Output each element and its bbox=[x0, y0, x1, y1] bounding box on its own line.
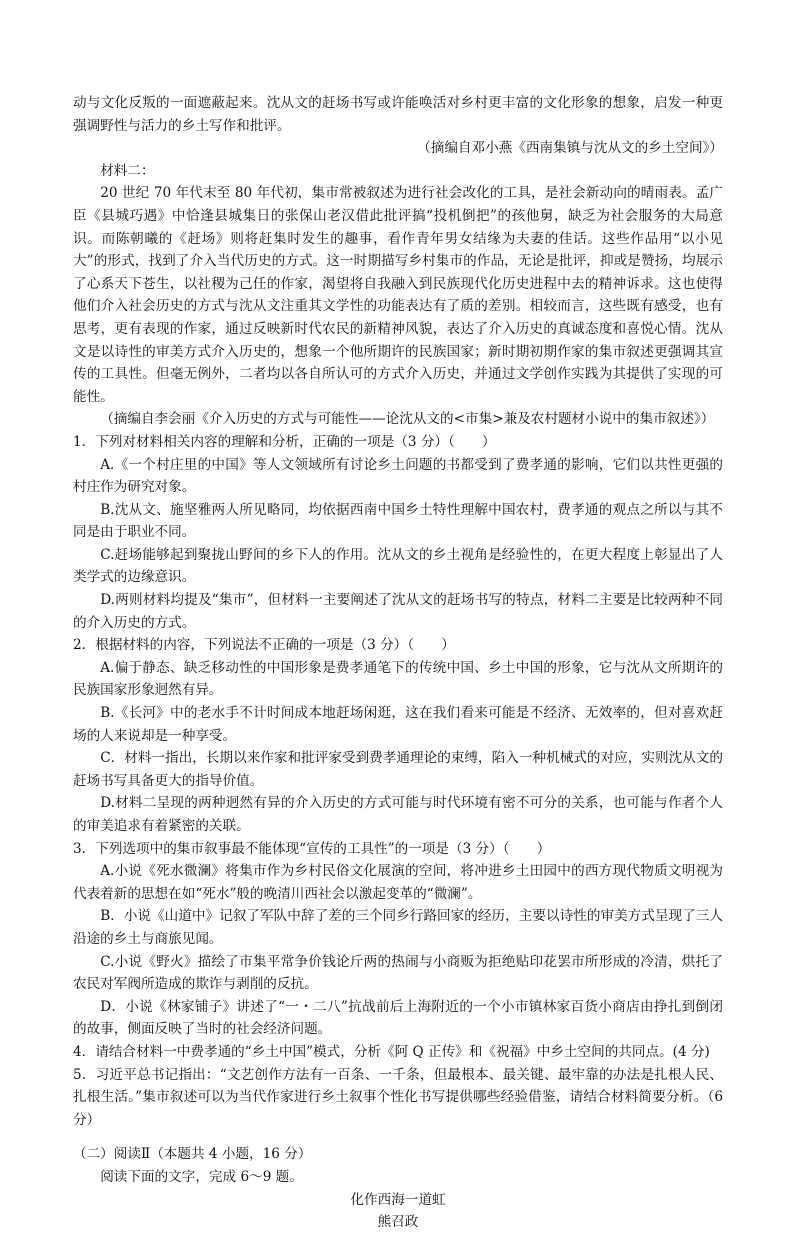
q1-option-b: B.沈从文、施坚雅两人所见略同，均依据西南中国乡土特性理解中国农村，费孝通的观点之所以与其不同是由于职业不同。 bbox=[73, 501, 723, 541]
q3-option-d: D．小说《林家铺子》讲述了“一・二八”抗战前后上海附近的一个小市镇林家百货小商店由挣扎到倒闭的故事，侧面反映了当时的社会经济问题。 bbox=[73, 998, 723, 1038]
q3-option-b: B．小说《山道中》记叙了军队中辞了差的三个同乡行路回家的经历，主要以诗性的审美方式呈现了三人沿途的乡土与商旅见闻。 bbox=[73, 908, 723, 947]
article-author: 熊召政 bbox=[377, 1214, 419, 1231]
q1-option-d: D.两则材料均提及“集市”，但材料一主要阐述了沈从文的赶场书写的特点，材料二主要是比较两种不同的介入历史的方式。 bbox=[73, 592, 723, 631]
question-1-stem: 1．下列对材料相关内容的理解和分析，正确的一项是（3 分） bbox=[73, 433, 449, 450]
section-2-heading: （二）阅读Ⅱ（本题共 4 小题，16 分） bbox=[73, 1146, 312, 1163]
source-citation-1: （摘编自邓小燕《西南集镇与沈从文的乡土空间》） bbox=[417, 140, 723, 157]
source-citation-2: （摘编自李会丽《介入历史的方式与可能性——论沈从文的<市集>兼及农村题材小说中的集市叙述》） bbox=[100, 411, 715, 428]
article-title: 化作西海一道虹 bbox=[350, 1191, 446, 1208]
material2-heading: 材料二： bbox=[100, 162, 155, 179]
q3-option-a: A.小说《死水微澜》将集市作为乡村民俗文化展演的空间，将冲进乡土田园中的西方现代物质文明视为代表着新的思想在如“死水”般的晚清川西社会以激起变革的“微澜”。 bbox=[73, 863, 723, 902]
q2-option-b: B.《长河》中的老水手不计时间成本地赶场闲逛，这在我们看来可能是不经济、无效率的，但对喜欢赶场的人来说却是一种享受。 bbox=[73, 705, 723, 744]
q2-option-a: A.偏于静态、缺乏移动性的中国形象是费孝通笔下的传统中国、乡土中国的形象，它与沈从文所期许的民族国家形象迥然有异。 bbox=[73, 659, 723, 699]
question-2-stem: 2．根据材料的内容，下列说法不正确的一项是（3 分） bbox=[73, 637, 408, 654]
section-2-instruction: 阅读下面的文字，完成 6～9 题。 bbox=[100, 1168, 303, 1185]
q3-option-c: C.小说《野火》描绘了市集平常争价钱论斤两的热闹与小商贩为拒绝贴印花罢市所形成的冷清，烘托了农民对军阀所造成的欺诈与剥削的反抗。 bbox=[73, 953, 723, 993]
material2-body: 20 世纪 70 年代末至 80 年代初，集市常被叙述为进行社会改化的工具，是社会新动向的晴雨表。孟广臣《县城巧遇》中恰逢县城集日的张保山老汉借此批评搞“投机倒把”的孩他舅，缺乏为社会服务的大局意识。而陈朝曦的《赶场》则将赶集时发生的趣事，看作青年男女结缘为夫妻的佳话。这些作品用“以小见大”的形式，找到了介入当代历史的方式。这一时期描写乡村集市的作品，无论是批评，抑或是赞扬，均展示了心系天下苍生，以社稷为己任的作家，渴望将自我融入到民族现代化历史进程中去的精神诉求。这也使得他们介入社会历史的方式与沈从文注重其文学性的功能表达有了质的差别。相较而言，这些既有感受，也有思考，更有表现的作家，通过反映新时代农民的新精神风貌，表达了介入历史的真诚态度和喜悦心情。沈从文是以诗性的审美方式介入历史的，想象一个他所期许的民族国家；新时期初期作家的集市叙述更强调其宣传的工具性。但毫无例外，二者均以各自所认可的方式介入历史，并通过文学创作实践为其提供了实现的可能性。 bbox=[73, 185, 723, 405]
question-3 bbox=[73, 838, 723, 861]
q2-option-d: D.材料二呈现的两种迥然有异的介入历史的方式可能与时代环境有密不可分的关系，也可能与作者个人的审美追求有着紧密的关联。 bbox=[73, 795, 723, 834]
q1-option-c: C.赶场能够起到聚拢山野间的乡下人的作用。沈从文的乡土视角是经验性的，在更大程度上彰显出了人类学式的边缘意识。 bbox=[73, 546, 723, 586]
question-3-stem: 3．下列选项中的集市叙事最不能体现“宣传的工具性”的一项是（3 分） bbox=[73, 840, 503, 857]
answer-paren: （ ） bbox=[407, 637, 455, 654]
q1-option-a: A.《一个村庄里的中国》等人文领域所有讨论乡土问题的书都受到了费孝通的影响，它们以共性更强的村庄作为研究对象。 bbox=[73, 456, 723, 496]
question-1 bbox=[73, 431, 723, 454]
paragraph-continuation: 动与文化反叛的一面遮蔽起来。沈从文的赶场书写或许能唤活对乡村更丰富的文化形象的想象，启发一种更强调野性与活力的乡土写作和批评。 bbox=[73, 95, 723, 134]
spacer bbox=[73, 1131, 723, 1143]
question-2 bbox=[73, 634, 723, 657]
question-4: 4．请结合材料一中费孝通的“乡土中国”模式，分析《阿 Q 正传》和《祝福》中乡土空间的共同点。(4 分) bbox=[73, 1043, 710, 1060]
question-5: 5．习近平总书记指出：“文艺创作方法有一百条、一千条，但最根本、最关键、最牢靠的办法是扎根人民、扎根生活。”集市叙述可以为当代作家进行乡土叙事个性化书写提供哪些经验借鉴，请结合材料简要分析。（6 分） bbox=[73, 1066, 723, 1128]
exam-page bbox=[73, 92, 723, 1234]
answer-paren: （ ） bbox=[448, 433, 496, 450]
answer-paren: （ ） bbox=[502, 840, 551, 857]
q2-option-c: C．材料一指出，长期以来作家和批评家受到费孝通理论的束缚，陷入一种机械式的对应，实则沈从文的赶场书写具备更大的指导价值。 bbox=[73, 750, 723, 789]
